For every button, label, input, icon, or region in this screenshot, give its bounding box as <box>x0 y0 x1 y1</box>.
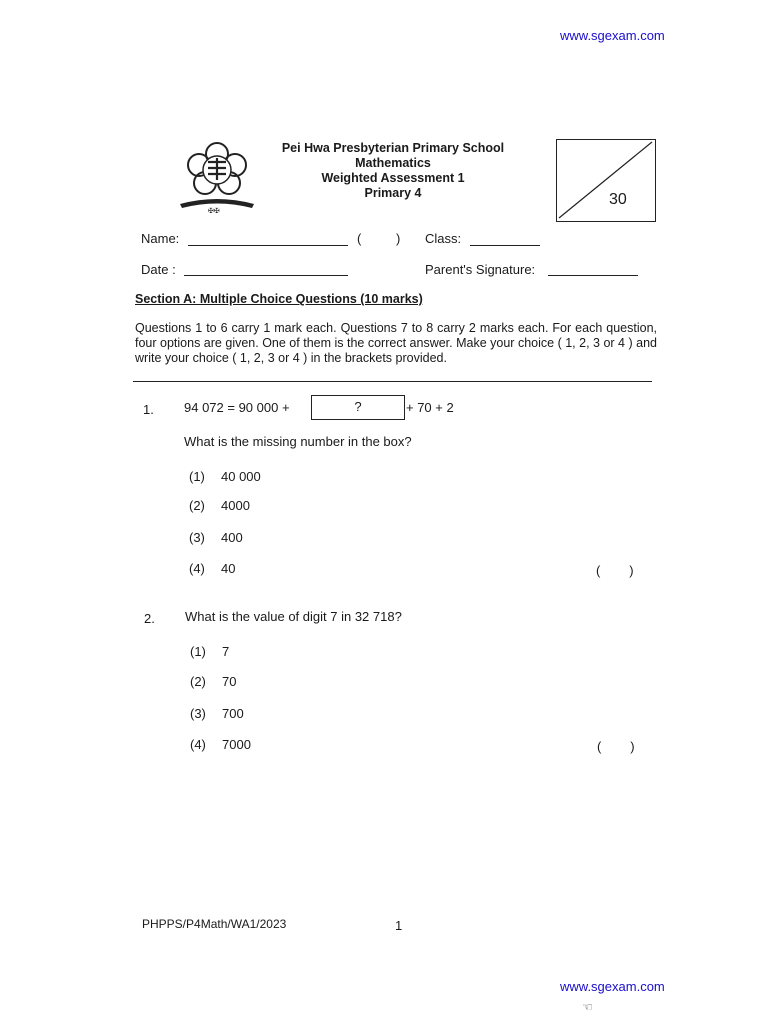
name-field[interactable] <box>188 245 348 246</box>
register-close-paren: ) <box>396 231 401 246</box>
option-value: 700 <box>222 706 244 721</box>
option-number: (1) <box>190 644 206 659</box>
date-label: Date : <box>141 262 176 277</box>
section-title: Section A: Multiple Choice Questions (10 marks) <box>135 292 423 306</box>
section-divider <box>133 381 652 382</box>
school-name: Pei Hwa Presbyterian Primary School <box>281 141 505 155</box>
option-value: 4000 <box>221 498 250 513</box>
question-1-number: 1. <box>143 402 154 417</box>
option-number: (2) <box>189 498 205 513</box>
question-2-option-3 <box>190 706 244 721</box>
question-1-missing-box <box>311 395 405 420</box>
site-link-bottom[interactable]: www.sgexam.com <box>560 979 665 994</box>
footer-code: PHPPS/P4Math/WA1/2023 <box>142 917 287 931</box>
question-1-prompt: What is the missing number in the box? <box>184 434 412 449</box>
option-value: 7 <box>222 644 230 659</box>
svg-text:✠✠: ✠✠ <box>208 207 220 215</box>
parent-signature-field[interactable] <box>548 275 638 276</box>
site-link-top[interactable]: www.sgexam.com <box>560 28 665 43</box>
question-2-option-2 <box>190 674 236 689</box>
class-label: Class: <box>425 231 462 246</box>
question-2-number: 2. <box>144 611 155 626</box>
question-1-option-4 <box>189 561 235 576</box>
question-2-answer-bracket[interactable]: ( ) <box>597 739 635 754</box>
option-number: (3) <box>190 706 206 721</box>
instructions: Questions 1 to 6 carry 1 mark each. Questions 7 to 8 carry 2 marks each. For each question, four options are given. One of them is the correct answer. Make your choice ( 1, 2, 3 or 4 ) and write your choice ( 1, 2, 3 or 4 ) in the brackets provided. <box>135 321 657 365</box>
option-number: (3) <box>189 530 205 545</box>
subject-title: Mathematics <box>355 156 431 170</box>
option-value: 7000 <box>222 737 251 752</box>
question-2-option-4 <box>190 737 251 752</box>
question-1-option-2 <box>189 498 250 513</box>
level-title: Primary 4 <box>364 186 422 200</box>
option-value: 40 <box>221 561 236 576</box>
option-number: (2) <box>190 674 206 689</box>
option-value: 70 <box>222 674 237 689</box>
question-1-option-1 <box>189 469 261 484</box>
question-2-prompt: What is the value of digit 7 in 32 718? <box>185 609 402 624</box>
question-1-option-3 <box>189 530 243 545</box>
option-number: (1) <box>189 469 205 484</box>
question-1-equation-left: 94 072 = 90 000 + <box>184 400 290 415</box>
register-open-paren: ( <box>357 231 362 246</box>
question-1-equation-right: + 70 + 2 <box>406 400 454 415</box>
date-field[interactable] <box>184 275 348 276</box>
name-label: Name: <box>141 231 180 246</box>
score-box-diagonal <box>557 140 654 220</box>
assessment-title: Weighted Assessment 1 <box>321 171 465 185</box>
question-1-box-text: ? <box>354 399 362 414</box>
question-1-answer-bracket[interactable]: ( ) <box>596 563 634 578</box>
score-total: 30 <box>609 191 627 208</box>
question-2-option-1 <box>190 644 229 659</box>
parent-signature-label: Parent's Signature: <box>425 262 536 277</box>
class-field[interactable] <box>470 245 540 246</box>
option-number: (4) <box>189 561 205 576</box>
cursor-icon: ☜ <box>582 1000 593 1014</box>
page-number: 1 <box>395 918 403 933</box>
score-box <box>556 139 656 222</box>
option-value: 400 <box>221 530 243 545</box>
option-number: (4) <box>190 737 206 752</box>
option-value: 40 000 <box>221 469 261 484</box>
